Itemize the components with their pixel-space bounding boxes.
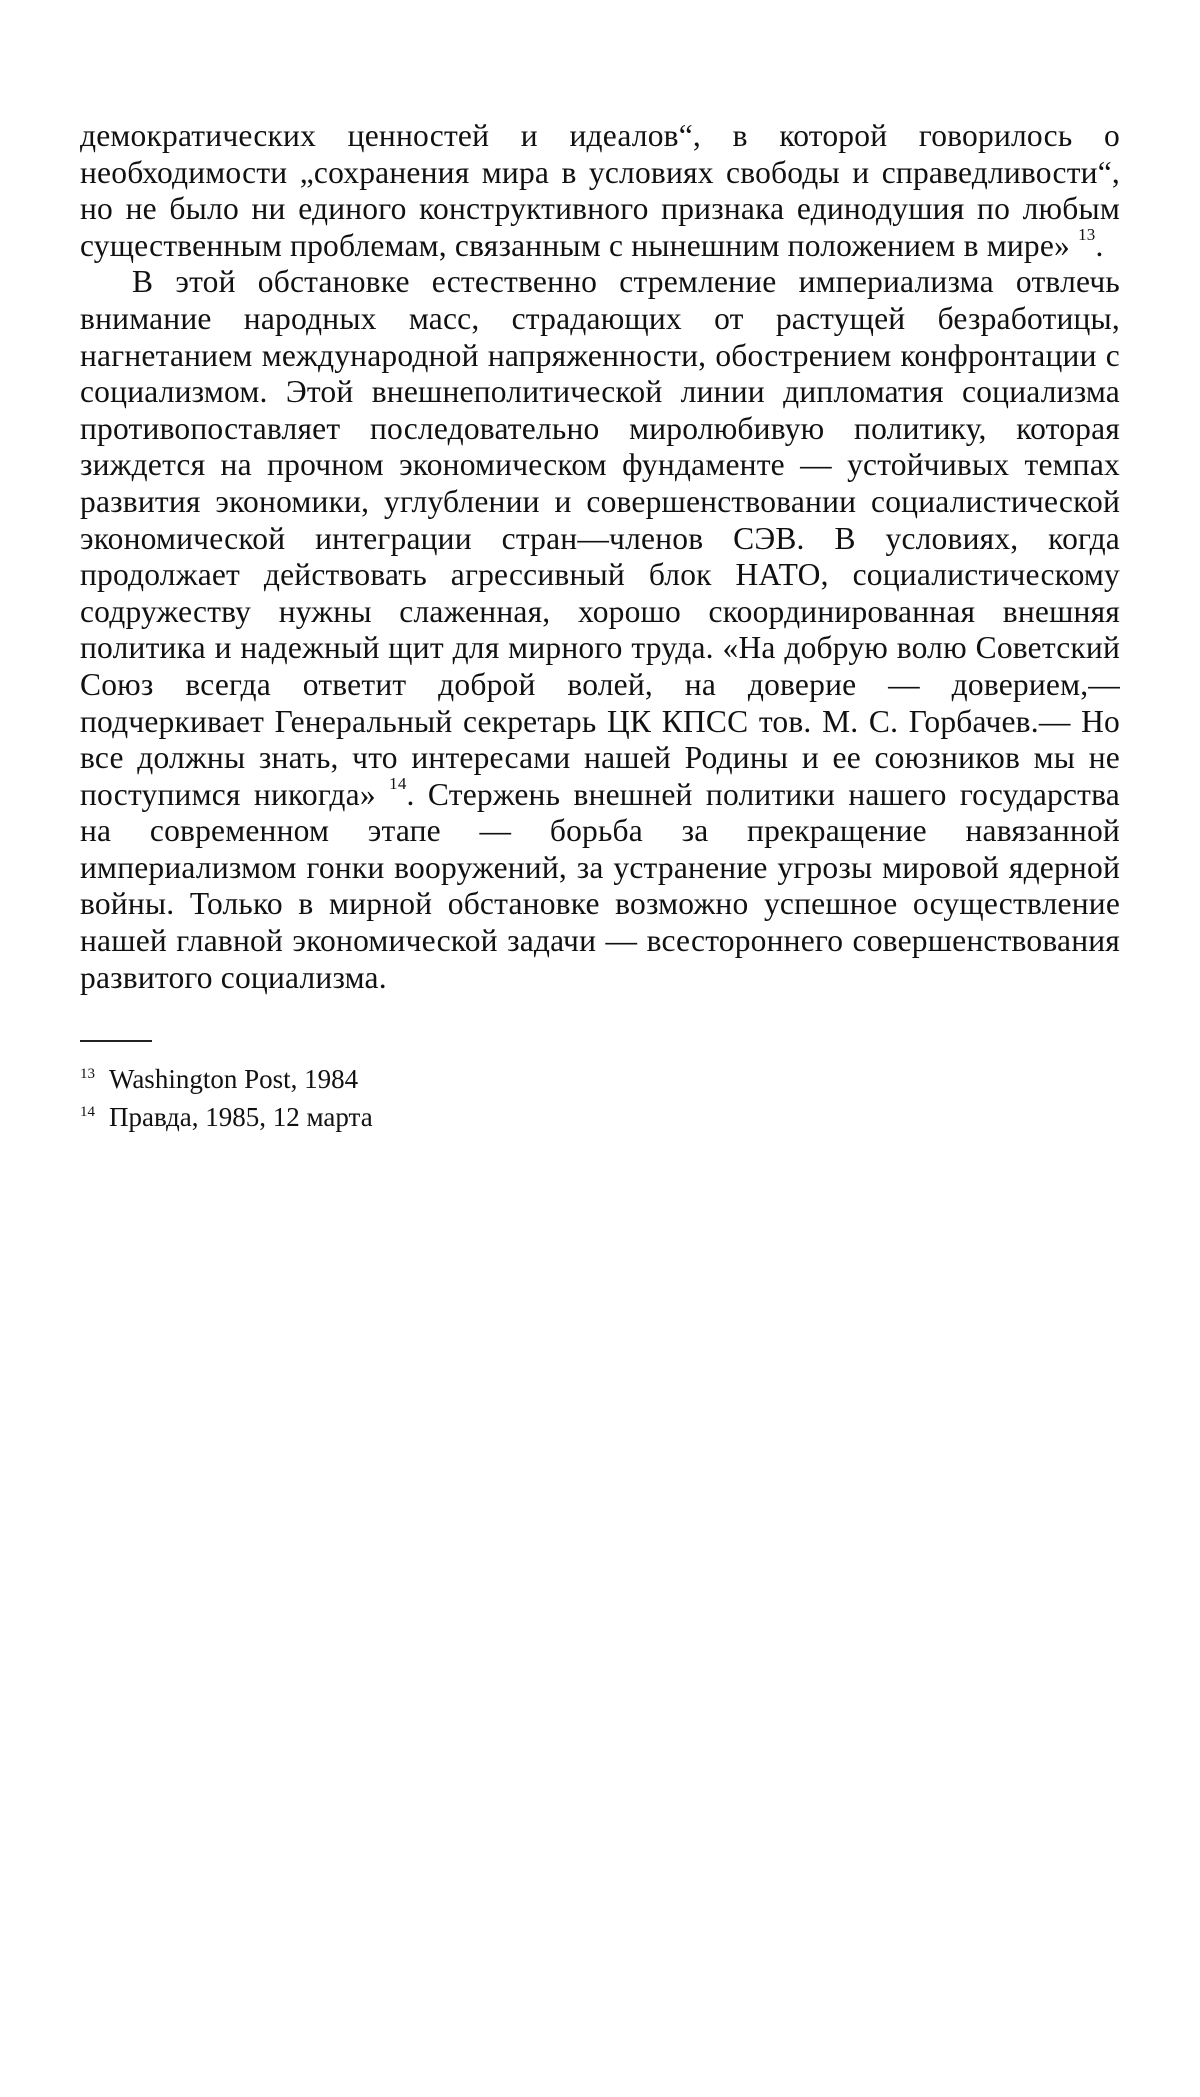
footnote-mark: 13 [80,1066,95,1083]
document-page [80,118,1120,1134]
footnote-13 [80,1058,1120,1096]
paragraph-1-text: демократических ценностей и идеалов“, в которой говорилось о необходимости „сохранения мира в условиях свободы и справедливости“, но не было ни единого конструктивного признака единодушия по любым существенным проблемам, связанным с нынешним положением в мире» [80,118,1120,263]
paragraph-1 [80,118,1120,264]
footnote-divider [80,1040,152,1042]
footnote-14 [80,1096,1120,1134]
footnotes [80,1058,1120,1134]
footnote-ref-14: 14 [389,774,407,794]
footnote-text: Правда, 1985, 12 марта [109,1102,373,1133]
footnote-mark: 14 [80,1104,95,1121]
paragraph-2 [80,264,1120,996]
footnote-text: Washington Post, 1984 [109,1064,359,1095]
paragraph-1-end: . [1095,227,1104,263]
paragraph-2-text: В этой обстановке естественно стремление империализма отвлечь внимание народных масс, страдающих от растущей безработицы, нагнетанием международной напряженности, обострением конфронтации с социализмом. Этой внешнеполитической линии дипломатия социализма противопоставляет последовательно миролюбивую политику, которая зиждется на прочном экономическом фундаменте — устойчивых темпах развития экономики, углублении и совершенствовании социалистической экономической интеграции стран—членов СЭВ. В условиях, когда продолжает действовать агрессивный блок НАТО, социалистическому содружеству нужны слаженная, хорошо скоординированная внешняя политика и надежный щит для мирного труда. «На добрую волю Советский Союз всегда ответит доброй волей, на доверие — доверием,— подчеркивает Генеральный секретарь ЦК КПСС тов. М. С. Горбачев.— Но все должны знать, что интересами нашей Родины и ее союзников мы не поступимся никогда» [80,264,1120,812]
footnote-ref-13: 13 [1078,225,1096,245]
paragraph-2-continuation: . Стержень внешней политики нашего государства на современном этапе — борьба за прекращение навязанной империализмом гонки вооружений, за устранение угрозы мировой ядерной войны. Только в мирной обстановке возможно успешное осуществление нашей главной экономической задачи — всестороннего совершенствования развитого социализма. [80,776,1120,995]
